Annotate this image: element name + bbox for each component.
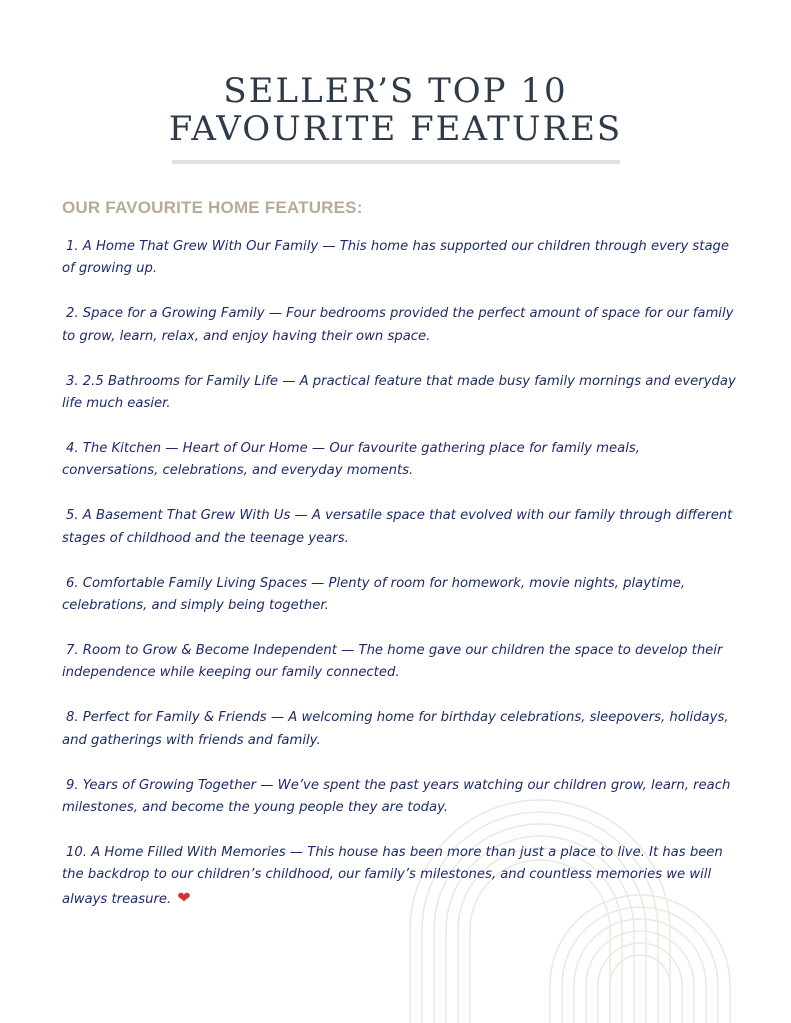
feature-number: 8. [66,710,79,726]
section-heading: OUR FAVOURITE HOME FEATURES: [62,198,363,217]
feature-item-2 [62,303,738,348]
feature-item-10 [62,842,738,911]
title-divider [172,160,620,164]
feature-text: Perfect for Family & Friends — A welcoming home for birthday celebrations, sleepovers, holidays, and gatherings with friends and family. [62,710,729,748]
feature-list [62,236,738,934]
feature-number: 10. [66,844,87,860]
feature-text: A Home Filled With Memories — This house has been more than just a place to live. It has been the backdrop to our children’s childhood, our family’s milestones, and countless memories we will always treasure. [62,844,723,907]
feature-text: Room to Grow & Become Independent — The home gave our children the space to develop their independence while keeping our family connected. [62,642,723,681]
feature-number: 3. [66,373,79,389]
feature-text: Years of Growing Together — We’ve spent the past years watching our children grow, learn, reach milestones, and become the young people they are today. [62,777,731,815]
feature-item-8 [62,707,738,752]
feature-item-4 [62,438,738,483]
feature-item-9 [62,775,738,820]
feature-number: 6. [66,575,79,591]
feature-text: A Basement That Grew With Us — A versatile space that evolved with our family through different stages of childhood and the teenage years. [62,508,733,546]
feature-number: 1. [66,239,79,254]
feature-item-5 [62,505,738,550]
page-title-line-2: FAVOURITE FEATURES [168,109,623,149]
feature-text: Space for a Growing Family — Four bedrooms provided the perfect amount of space for our family to grow, learn, relax, and enjoy having their own space. [62,306,734,344]
feature-item-1 [62,236,738,281]
feature-text: 2.5 Bathrooms for Family Life — A practical feature that made busy family mornings and everyday life much easier. [62,373,736,412]
feature-text: A Home That Grew With Our Family — This home has supported our children through every stage of growing up. [62,239,730,277]
feature-number: 7. [66,642,79,658]
feature-item-6 [62,573,738,618]
feature-item-3 [62,371,738,416]
feature-number: 5. [66,508,79,524]
feature-number: 9. [66,777,79,793]
feature-text: Comfortable Family Living Spaces — Plenty of room for homework, movie nights, playtime, celebrations, and simply being together. [62,575,686,613]
feature-number: 2. [66,306,79,322]
heart-icon: ❤ [177,887,191,907]
feature-number: 4. [66,440,79,456]
feature-item-7 [62,640,738,685]
page-title-line-1: SELLER’S TOP 10 [223,71,568,111]
page-title [0,72,791,148]
feature-text: The Kitchen — Heart of Our Home — Our favourite gathering place for family meals, conversations, celebrations, and everyday moments. [62,440,640,479]
